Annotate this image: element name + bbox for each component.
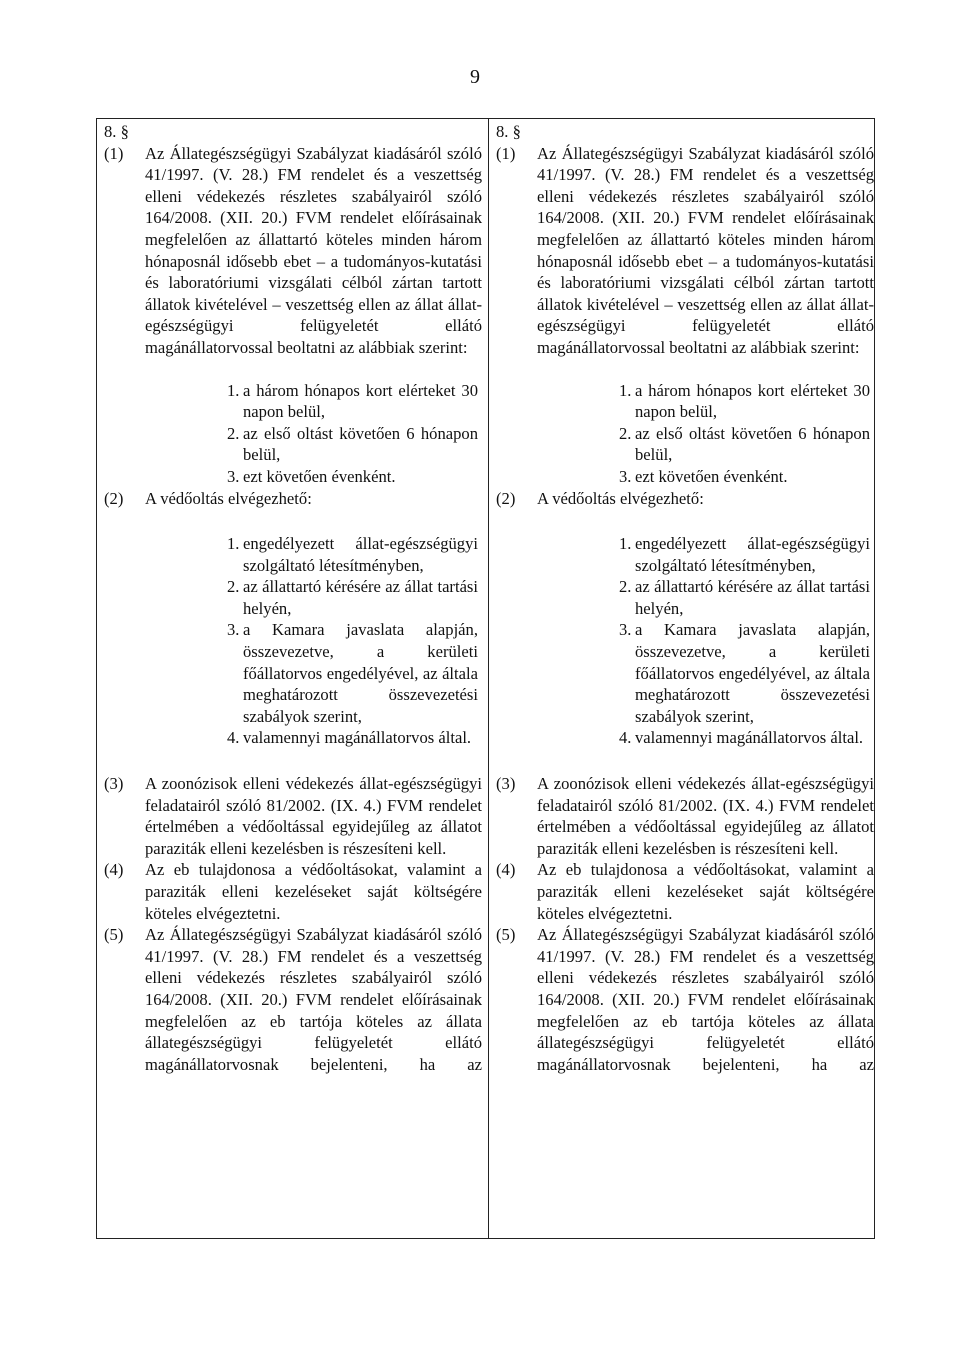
paragraph-text: Az eb tulajdonosa a védőoltásokat, valamint a paraziták elleni kezeléseket saját költségére köteles elvégeztetni. [145,860,482,923]
paragraph-text: Az eb tulajdonosa a védőoltásokat, valamint a paraziták elleni kezeléseket saját költségére köteles elvégeztetni. [537,860,874,923]
paragraph-number: (4) [104,860,124,880]
paragraph-1 [496,143,874,359]
paragraph-number: (1) [496,143,516,163]
paragraph-number: (5) [496,925,516,945]
list-item: 4. valamennyi magánállatorvos által. [619,728,864,748]
paragraph-5 [104,924,482,1075]
section-heading: 8. § [496,122,521,141]
paragraph-text: Az Állategészségügyi Szabályzat kiadásáról szóló 41/1997. (V. 28.) FM rendelet és a veszettség elleni védekezés részletes szabályairól szóló 164/2008. (XII. 20.) FVM rendelet előírásainak megfelelően az eb tartója köteles az állata állategészségügyi felügyeletét ellátó magánállatorvosnak bejelenteni, ha az [145,925,482,1074]
paragraph-4 [496,859,874,924]
paragraph-2 [104,488,482,510]
paragraph-text: A zoonózisok elleni védekezés állat-egészségügyi feladatairól szóló 81/2002. (IX. 4.) FVM rendelet értelmében a védőoltással egyidejűleg az állatot paraziták elleni kezelésben is részesíteni kell. [537,774,874,858]
paragraph-5 [496,924,874,1075]
paragraph-number: (4) [496,860,516,880]
list-item: 3. a Kamara javaslata alapján, összevezetve, a kerületi főállatorvos engedélyével, az általa meghatározott összevezetési szabályok szerint, [619,620,870,726]
page-number: 9 [470,66,480,88]
paragraph-number: (2) [104,488,124,508]
list-item: 3. ezt követően évenként. [619,466,788,486]
paragraph-1-list [227,380,478,488]
paragraph-2-list [619,533,870,749]
paragraph-text: Az Állategészségügyi Szabályzat kiadásáról szóló 41/1997. (V. 28.) FM rendelet és a veszettség elleni védekezés részletes szabályairól szóló 164/2008. (XII. 20.) FVM rendelet előírásainak megfelelően az állattartó köteles minden három hónaposnál idősebb ebet – a tudományos-kutatási és laboratóriumi vizsgálati célból zártan tartott állatok kivételével – veszettség ellen az állat állat-egészségügyi felügyeletét ellátó magánállatorvossal beoltatni az alábbiak szerint: [145,143,482,357]
paragraph-2 [496,488,874,510]
list-item: 3. ezt követően évenként. [227,466,396,486]
list-item: 4. valamennyi magánállatorvos által. [227,728,472,748]
paragraph-1-list [619,380,870,488]
paragraph-number: (3) [104,774,124,794]
paragraph-2-list [227,533,478,749]
paragraph-3 [496,773,874,859]
paragraph-number: (2) [496,488,516,508]
list-item: 1. a három hónapos kort elérteket 30 napon belül, [619,380,870,422]
paragraph-number: (1) [104,143,124,163]
list-item: 3. a Kamara javaslata alapján, összevezetve, a kerületi főállatorvos engedélyével, az általa meghatározott összevezetési szabályok szerint, [227,620,478,726]
list-item: 2. az első oltást követően 6 hónapon belül, [619,423,870,465]
section-heading: 8. § [104,122,129,141]
paragraph-text: Az Állategészségügyi Szabályzat kiadásáról szóló 41/1997. (V. 28.) FM rendelet és a veszettség elleni védekezés részletes szabályairól szóló 164/2008. (XII. 20.) FVM rendelet előírásainak megfelelően az állattartó köteles minden három hónaposnál idősebb ebet – a tudományos-kutatási és laboratóriumi vizsgálati célból zártan tartott állatok kivételével – veszettség ellen az állat állat-egészségügyi felügyeletét ellátó magánállatorvossal beoltatni az alábbiak szerint: [537,143,874,357]
list-item: 2. az állattartó kérésére az állat tartási helyén, [227,577,478,618]
paragraph-text: A zoonózisok elleni védekezés állat-egészségügyi feladatairól szóló 81/2002. (IX. 4.) FVM rendelet értelmében a védőoltással egyidejűleg az állatot paraziták elleni kezelésben is részesíteni kell. [145,774,482,858]
right-column [496,121,874,1075]
list-item: 2. az első oltást követően 6 hónapon belül, [227,423,478,465]
list-item: 1. a három hónapos kort elérteket 30 napon belül, [227,380,478,422]
paragraph-text: Az Állategészségügyi Szabályzat kiadásáról szóló 41/1997. (V. 28.) FM rendelet és a veszettség elleni védekezés részletes szabályairól szóló 164/2008. (XII. 20.) FVM rendelet előírásainak megfelelően az eb tartója köteles az állata állategészségügyi felügyeletét ellátó magánállatorvosnak bejelenteni, ha az [537,925,874,1074]
left-column [104,121,482,1075]
paragraph-text: A védőoltás elvégezhető: [537,488,704,508]
paragraph-3 [104,773,482,859]
paragraph-number: (5) [104,925,124,945]
paragraph-text: A védőoltás elvégezhető: [145,488,312,508]
paragraph-number: (3) [496,774,516,794]
list-item: 1. engedélyezett állat-egészségügyi szolgáltató létesítményben, [227,534,478,575]
list-item: 2. az állattartó kérésére az állat tartási helyén, [619,577,870,618]
paragraph-4 [104,859,482,924]
comparison-table [96,118,875,1239]
list-item: 1. engedélyezett állat-egészségügyi szolgáltató létesítményben, [619,534,870,575]
column-divider [488,119,489,1238]
paragraph-1 [104,143,482,359]
